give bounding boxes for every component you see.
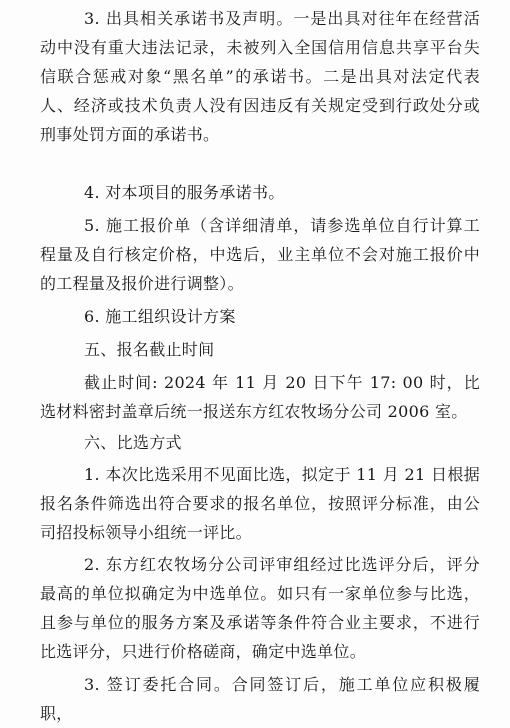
heading-selection-method: 六、比选方式 xyxy=(84,433,182,452)
paragraph-construction-quote: 5. 施工报价单（含详细清单，请参选单位自行计算工程量及自行核定价格，中选后，业主单位不会对施工报价中的工程量及报价进行调整）。 xyxy=(40,216,480,293)
paragraph-selection-step-3: 3. 签订委托合同。合同签订后，施工单位应积极履职， xyxy=(40,675,480,723)
paragraph-selection-step-2: 2. 东方红农牧场分公司评审组经过比选评分后，评分最高的单位拟确定为中选单位。如只有一家单位参与比选，且参与单位的服务方案及承诺等条件符合业主要求，不进行比选评分，只进行价格磋商，确定中选单位。 xyxy=(40,555,480,661)
paragraph-selection-step-1: 1. 本次比选采用不见面比选，拟定于 11 月 21 日根据报名条件筛选出符合要求的报名单位，按照评分标准，由公司招投标领导小组统一评比。 xyxy=(40,465,480,542)
heading-registration-deadline: 五、报名截止时间 xyxy=(84,340,215,359)
paragraph-construction-plan: 6. 施工组织设计方案 xyxy=(84,307,236,326)
paragraph-service-commitment: 4. 对本项目的服务承诺书。 xyxy=(84,183,285,202)
paragraph-commitment-statement: 3. 出具相关承诺书及声明。一是出具对往年在经营活动中没有重大违法记录，未被列入全国信用信息共享平台失信联合惩戒对象“黑名单”的承诺书。二是出具对法定代表人、经济或技术负责人没有因违反有关规定受到行政处分或刑事处罚方面的承诺书。 xyxy=(40,9,480,144)
paragraph-deadline: 截止时间: 2024 年 11 月 20 日下午 17: 00 时，比选材料密封盖章后统一报送东方红农牧场分公司 2006 室。 xyxy=(40,373,480,421)
